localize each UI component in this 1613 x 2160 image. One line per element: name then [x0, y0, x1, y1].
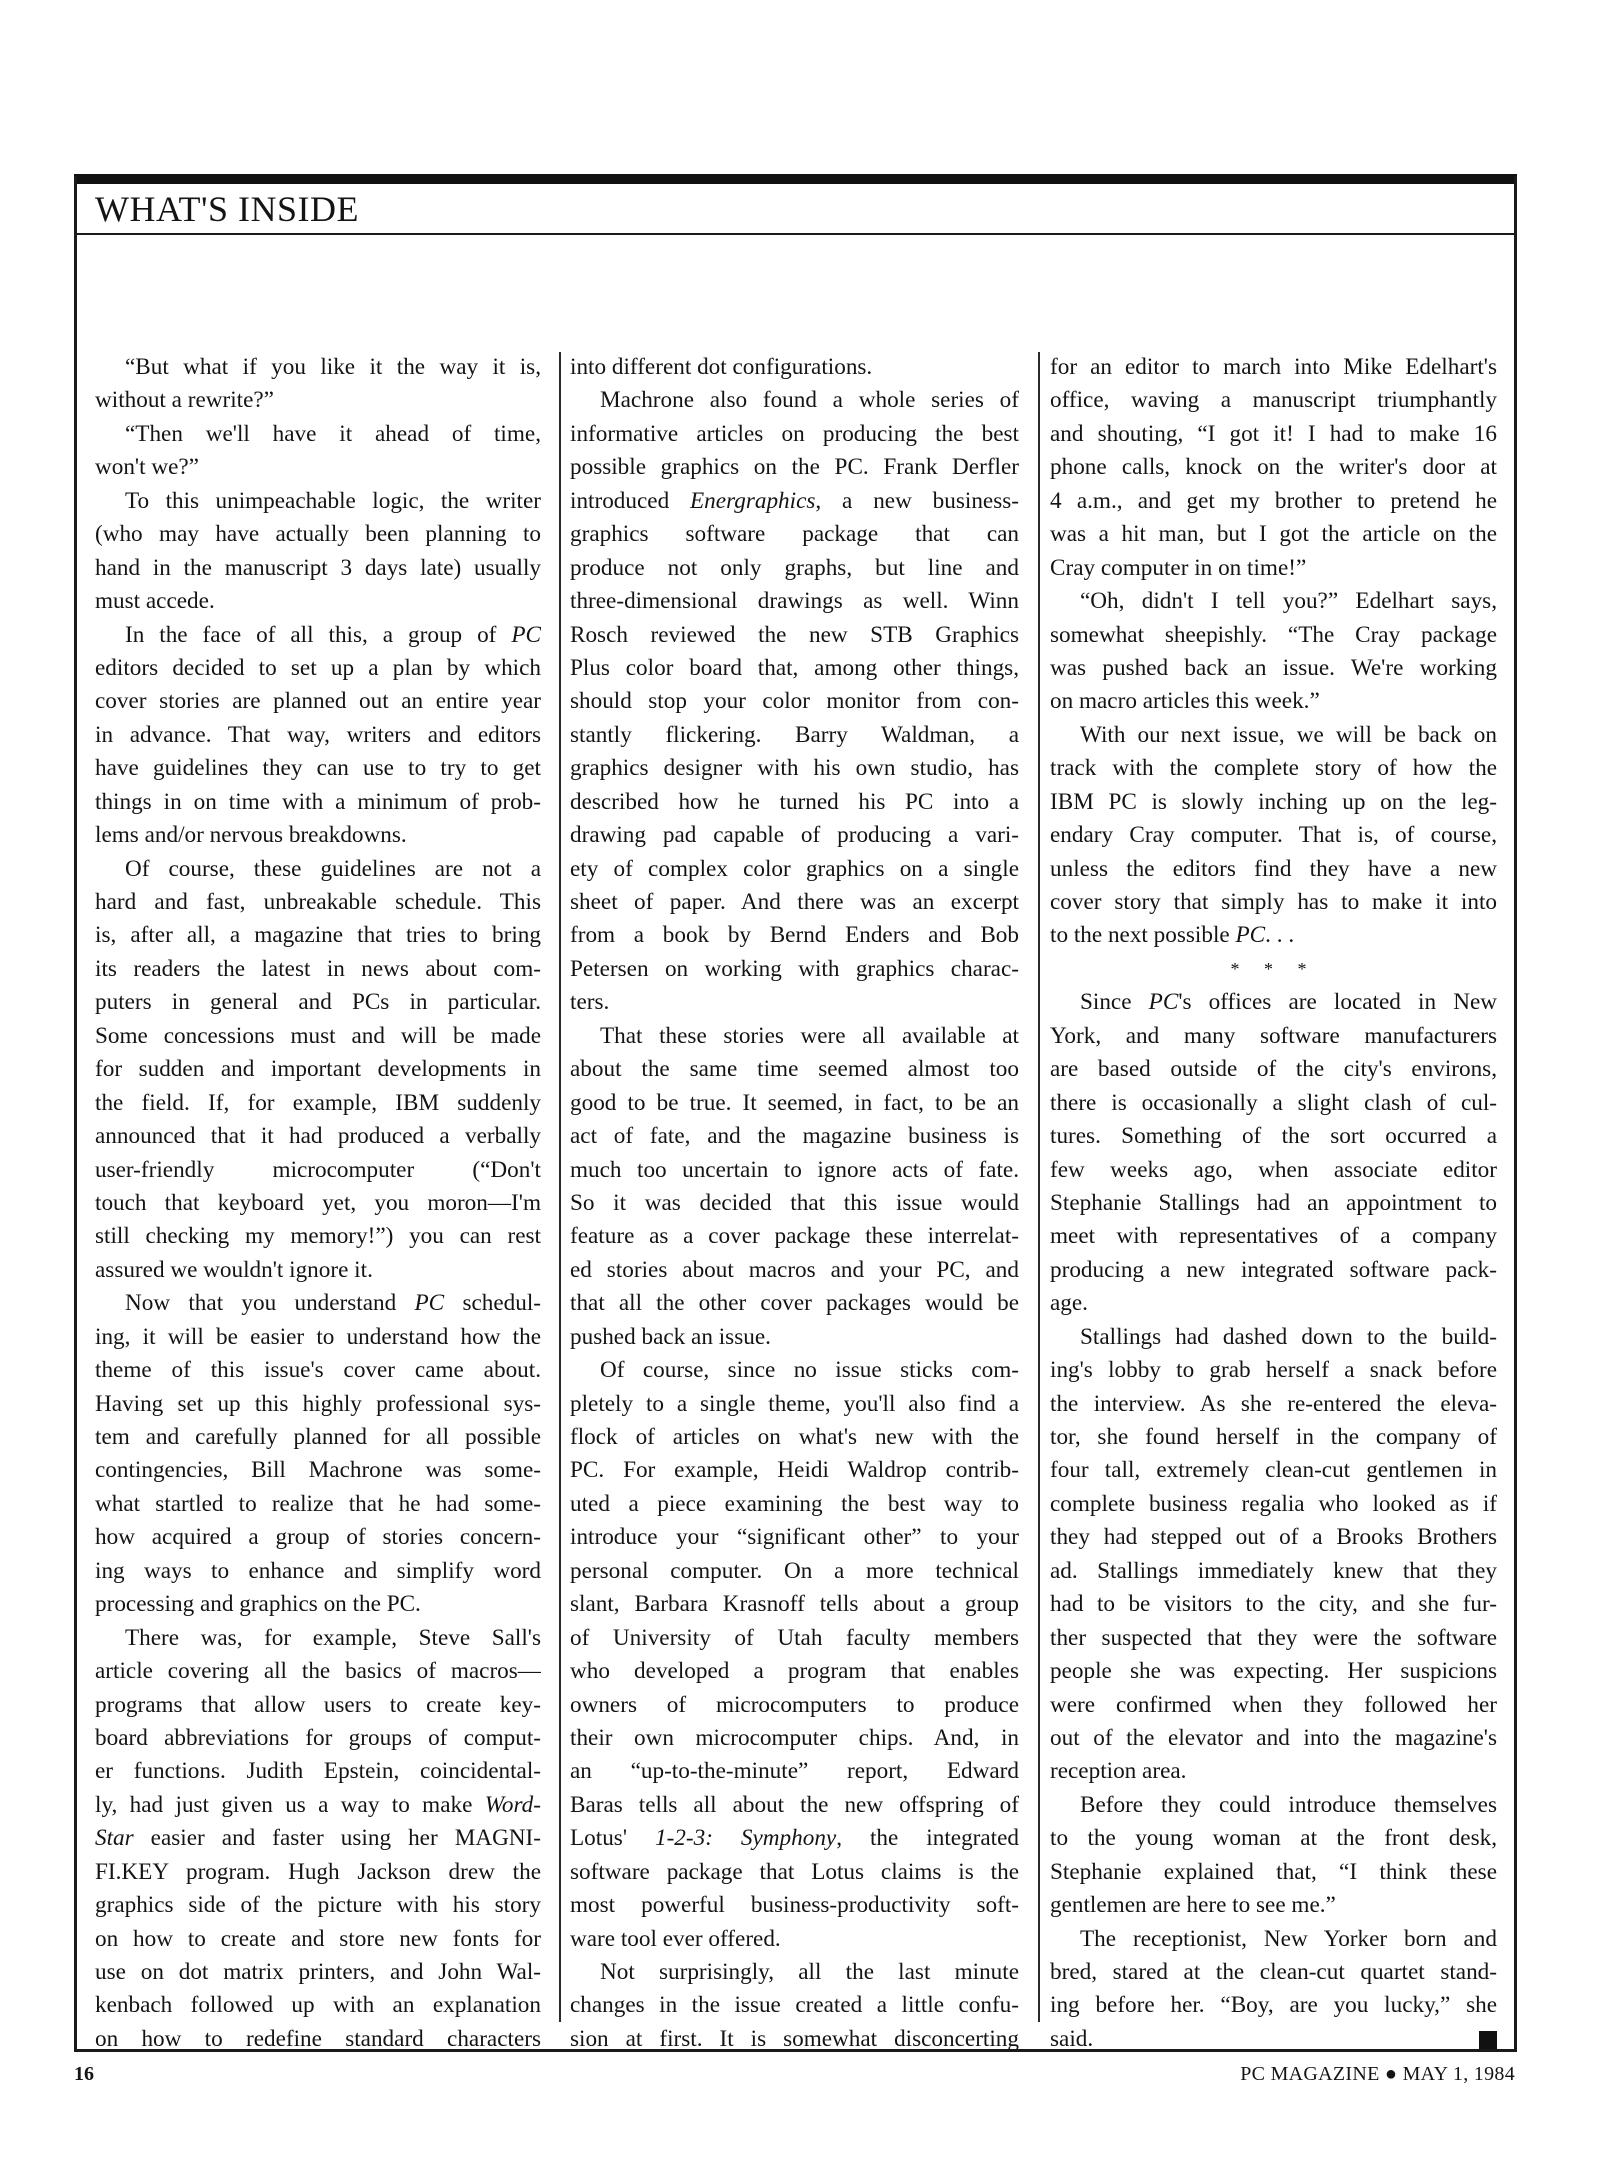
text-line: who developed a program that enables	[570, 1658, 1019, 1685]
text-line: There was, for example, Steve Sall's	[125, 1624, 541, 1651]
column-divider	[1038, 352, 1040, 2022]
text-line: somewhat sheepishly. “The Cray package	[1050, 621, 1497, 648]
text-line: gentlemen are here to see me.”	[1050, 1892, 1336, 1919]
text-line: editors decided to set up a plan by which	[95, 654, 541, 681]
text-line: there is occasionally a slight clash of cul-	[1050, 1089, 1497, 1116]
text-line: pletely to a single theme, you'll also find a	[570, 1390, 1019, 1417]
text-line: York, and many software manufacturers	[1050, 1022, 1497, 1049]
text-line: introduced Energraphics, a new business-	[570, 487, 1019, 514]
text-line: Stephanie explained that, “I think these	[1050, 1858, 1497, 1885]
text-line: sion at first. It is somewhat disconcerting	[570, 2025, 1019, 2052]
article-column-2	[570, 351, 1019, 2056]
text-line: to the next possible PC. . .	[1050, 922, 1295, 949]
text-line: how acquired a group of stories concern-	[95, 1524, 541, 1551]
text-line: act of fate, and the magazine business is	[570, 1123, 1019, 1150]
text-line: personal computer. On a more technical	[570, 1557, 1019, 1584]
text-line: uted a piece examining the best way to	[570, 1490, 1019, 1517]
text-line: introduce your “significant other” to your	[570, 1524, 1019, 1551]
text-line: slant, Barbara Krasnoff tells about a group	[570, 1591, 1019, 1618]
text-line: out of the elevator and into the magazine's	[1050, 1724, 1497, 1751]
text-line: article covering all the basics of macros—	[95, 1658, 541, 1685]
text-line: on how to redefine standard characters	[95, 2025, 541, 2052]
text-line: Now that you understand PC schedul-	[125, 1290, 541, 1317]
text-line: they had stepped out of a Brooks Brothers	[1050, 1524, 1497, 1551]
text-line: To this unimpeachable logic, the writer	[125, 487, 541, 514]
column-divider	[559, 352, 561, 2022]
text-line: Of course, these guidelines are not a	[125, 855, 541, 882]
text-line: Stephanie Stallings had an appointment to	[1050, 1189, 1497, 1216]
text-line: things in on time with a minimum of prob-	[95, 788, 541, 815]
text-line: most powerful business-productivity soft-	[570, 1892, 1019, 1919]
text-line: Before they could introduce themselves	[1080, 1791, 1497, 1818]
text-line: without a rewrite?”	[95, 387, 274, 414]
text-line: office, waving a manuscript triumphantly	[1050, 387, 1497, 414]
text-line: Of course, since no issue sticks com-	[600, 1357, 1019, 1384]
text-line: Machrone also found a whole series of	[600, 387, 1019, 414]
text-line: feature as a cover package these interrelat-	[570, 1223, 1019, 1250]
text-line: graphics designer with his own studio, has	[570, 755, 1019, 782]
text-line: Petersen on working with graphics charac-	[570, 955, 1019, 982]
text-line: user-friendly microcomputer (“Don't	[95, 1156, 541, 1183]
text-line: of University of Utah faculty members	[570, 1624, 1019, 1651]
text-line: described how he turned his PC into a	[570, 788, 1019, 815]
text-line: pushed back an issue.	[570, 1323, 771, 1350]
text-line: track with the complete story of how the	[1050, 755, 1497, 782]
text-line: flock of articles on what's new with the	[570, 1424, 1019, 1450]
text-line: puters in general and PCs in particular.	[95, 989, 541, 1016]
text-line: processing and graphics on the PC.	[95, 1591, 421, 1618]
text-line: won't we?”	[95, 454, 199, 481]
text-line: changes in the issue created a little confu-	[570, 1992, 1019, 2019]
text-line: to the young woman at the front desk,	[1050, 1825, 1497, 1852]
text-line: Not surprisingly, all the last minute	[600, 1959, 1019, 1985]
text-line: people she was expecting. Her suspicions	[1050, 1658, 1497, 1685]
text-line: Lotus' 1-2-3: Symphony, the integrated	[570, 1825, 1019, 1852]
text-line: ing before her. “Boy, are you lucky,” she	[1050, 1992, 1497, 2019]
text-line: lems and/or nervous breakdowns.	[95, 822, 407, 849]
text-line: producing a new integrated software pack-	[1050, 1256, 1497, 1283]
text-line: drawing pad capable of producing a vari-	[570, 822, 1019, 849]
text-line: tem and carefully planned for all possible	[95, 1424, 541, 1450]
text-line: should stop your color monitor from con-	[570, 688, 1019, 715]
text-line: stantly flickering. Barry Waldman, a	[570, 721, 1019, 748]
text-line: With our next issue, we will be back on	[1080, 721, 1497, 748]
text-line: software package that Lotus claims is the	[570, 1858, 1019, 1885]
text-line: into different dot configurations.	[570, 354, 873, 380]
text-line: cover stories are planned out an entire year	[95, 688, 541, 715]
text-line: ther suspected that they were the software	[1050, 1624, 1497, 1651]
text-line: owners of microcomputers to produce	[570, 1691, 1019, 1718]
text-line: “But what if you like it the way it is,	[125, 354, 541, 380]
text-line: announced that it had produced a verbally	[95, 1123, 541, 1150]
text-line: for an editor to march into Mike Edelhart's	[1050, 354, 1497, 380]
text-line: ety of complex color graphics on a single	[570, 855, 1019, 882]
text-line: So it was decided that this issue would	[570, 1189, 1019, 1216]
text-line: the field. If, for example, IBM suddenly	[95, 1089, 541, 1116]
text-line: bred, stared at the clean-cut quartet stand-	[1050, 1959, 1497, 1985]
text-line: graphics software package that can	[570, 521, 1019, 548]
text-line: In the face of all this, a group of PC	[125, 621, 541, 648]
text-line: Some concessions must and will be made	[95, 1022, 541, 1049]
text-line: have guidelines they can use to try to get	[95, 755, 541, 782]
text-line: an “up-to-the-minute” report, Edward	[570, 1758, 1019, 1785]
text-line: Since PC's offices are located in New	[1080, 989, 1497, 1016]
text-line: tures. Something of the sort occurred a	[1050, 1123, 1497, 1150]
text-line: informative articles on producing the best	[570, 420, 1019, 447]
article-column-3	[1050, 351, 1497, 2056]
text-line: er functions. Judith Epstein, coincidental-	[95, 1758, 541, 1785]
text-line: about the same time seemed almost too	[570, 1056, 1019, 1083]
article-column-1	[95, 351, 541, 2056]
text-line: on how to create and store new fonts for	[95, 1925, 541, 1952]
text-line: and shouting, “I got it! I had to make 16	[1050, 420, 1497, 447]
text-line: on macro articles this week.”	[1050, 688, 1320, 715]
text-line: Plus color board that, among other things,	[570, 654, 1019, 681]
text-line: its readers the latest in news about com-	[95, 955, 541, 982]
text-line: IBM PC is slowly inching up on the leg-	[1050, 788, 1497, 815]
text-line: ly, had just given us a way to make Word-	[95, 1791, 541, 1818]
text-line: Rosch reviewed the new STB Graphics	[570, 621, 1019, 648]
text-line: The receptionist, New Yorker born and	[1080, 1925, 1497, 1952]
text-line: hard and fast, unbreakable schedule. This	[95, 889, 541, 915]
text-line: Star easier and faster using her MAGNI-	[95, 1825, 541, 1852]
text-line: “Oh, didn't I tell you?” Edelhart says,	[1080, 588, 1497, 615]
text-line: possible graphics on the PC. Frank Derfler	[570, 454, 1019, 481]
text-line: theme of this issue's cover came about.	[95, 1357, 541, 1384]
text-line: PC. For example, Heidi Waldrop contrib-	[570, 1457, 1019, 1484]
text-line: tor, she found herself in the company of	[1050, 1424, 1497, 1450]
text-line: That these stories were all available at	[600, 1022, 1019, 1049]
text-line: “Then we'll have it ahead of time,	[125, 420, 541, 447]
text-line: three-dimensional drawings as well. Winn	[570, 588, 1019, 615]
text-line: ed stories about macros and your PC, and	[570, 1256, 1019, 1283]
publication-dateline: PC MAGAZINE ● MAY 1, 1984	[1240, 2063, 1515, 2085]
text-line: 4 a.m., and get my brother to pretend he	[1050, 487, 1497, 514]
section-break: * * *	[1230, 958, 1317, 979]
text-line: ing, it will be easier to understand how the	[95, 1323, 541, 1350]
text-line: unless the editors find they have a new	[1050, 855, 1497, 882]
text-line: touch that keyboard yet, you moron—I'm	[95, 1189, 541, 1216]
text-line: age.	[1050, 1290, 1088, 1317]
text-line: board abbreviations for groups of comput-	[95, 1724, 541, 1751]
text-line: hand in the manuscript 3 days late) usually	[95, 554, 541, 581]
text-line: assured we wouldn't ignore it.	[95, 1256, 373, 1283]
text-line: complete business regalia who looked as if	[1050, 1490, 1497, 1517]
text-line: Having set up this highly professional sys-	[95, 1390, 541, 1417]
text-line: must accede.	[95, 588, 215, 615]
text-line: ing ways to enhance and simplify word	[95, 1557, 541, 1584]
text-line: in advance. That way, writers and editors	[95, 721, 541, 748]
text-line: was pushed back an issue. We're working	[1050, 654, 1497, 681]
text-line: reception area.	[1050, 1758, 1187, 1785]
text-line: (who may have actually been planning to	[95, 521, 541, 548]
text-line: graphics side of the picture with his story	[95, 1892, 541, 1919]
text-line: what startled to realize that he had some-	[95, 1490, 541, 1517]
text-line: kenbach followed up with an explanation	[95, 1992, 541, 2019]
text-line: meet with representatives of a company	[1050, 1223, 1497, 1250]
text-line: contingencies, Bill Machrone was some-	[95, 1457, 541, 1484]
text-line: ters.	[570, 989, 610, 1016]
text-line: few weeks ago, when associate editor	[1050, 1156, 1497, 1183]
text-line: from a book by Bernd Enders and Bob	[570, 922, 1019, 949]
end-of-article-mark	[1479, 2031, 1497, 2049]
text-line: ad. Stallings immediately knew that they	[1050, 1557, 1497, 1584]
text-line: Baras tells all about the new offspring of	[570, 1791, 1019, 1818]
page-number: 16	[74, 2063, 94, 2085]
text-line: much too uncertain to ignore acts of fate.	[570, 1156, 1019, 1183]
section-header	[77, 184, 1514, 235]
text-line: said.	[1050, 2023, 1497, 2056]
text-line: Cray computer in on time!”	[1050, 554, 1307, 581]
text-line: were confirmed when they followed her	[1050, 1691, 1497, 1718]
text-line: the interview. As she re-entered the eleva-	[1050, 1390, 1497, 1417]
text-line: cover story that simply has to make it into	[1050, 889, 1497, 915]
text-line: sheet of paper. And there was an excerpt	[570, 889, 1019, 915]
text-line: FI.KEY program. Hugh Jackson drew the	[95, 1858, 541, 1885]
text-line: use on dot matrix printers, and John Wal-	[95, 1959, 541, 1985]
text-line: phone calls, knock on the writer's door at	[1050, 454, 1497, 481]
text-line: produce not only graphs, but line and	[570, 554, 1019, 581]
text-line: their own microcomputer chips. And, in	[570, 1724, 1019, 1751]
text-line: ing's lobby to grab herself a snack before	[1050, 1357, 1497, 1384]
text-line: still checking my memory!”) you can rest	[95, 1223, 541, 1250]
text-line: good to be true. It seemed, in fact, to be an	[570, 1089, 1019, 1116]
text-line: endary Cray computer. That is, of course,	[1050, 822, 1497, 849]
text-line: had to be visitors to the city, and she fur-	[1050, 1591, 1497, 1618]
section-title: WHAT'S INSIDE	[95, 189, 359, 229]
text-line: Stallings had dashed down to the build-	[1080, 1323, 1497, 1350]
text-line: ware tool ever offered.	[570, 1925, 781, 1952]
text-line: are based outside of the city's environs,	[1050, 1056, 1497, 1083]
text-line: was a hit man, but I got the article on the	[1050, 521, 1497, 548]
text-line: that all the other cover packages would be	[570, 1290, 1019, 1317]
text-line: programs that allow users to create key-	[95, 1691, 541, 1718]
text-line: four tall, extremely clean-cut gentlemen in	[1050, 1457, 1497, 1484]
text-line: for sudden and important developments in	[95, 1056, 541, 1083]
text-line: is, after all, a magazine that tries to bring	[95, 922, 541, 949]
